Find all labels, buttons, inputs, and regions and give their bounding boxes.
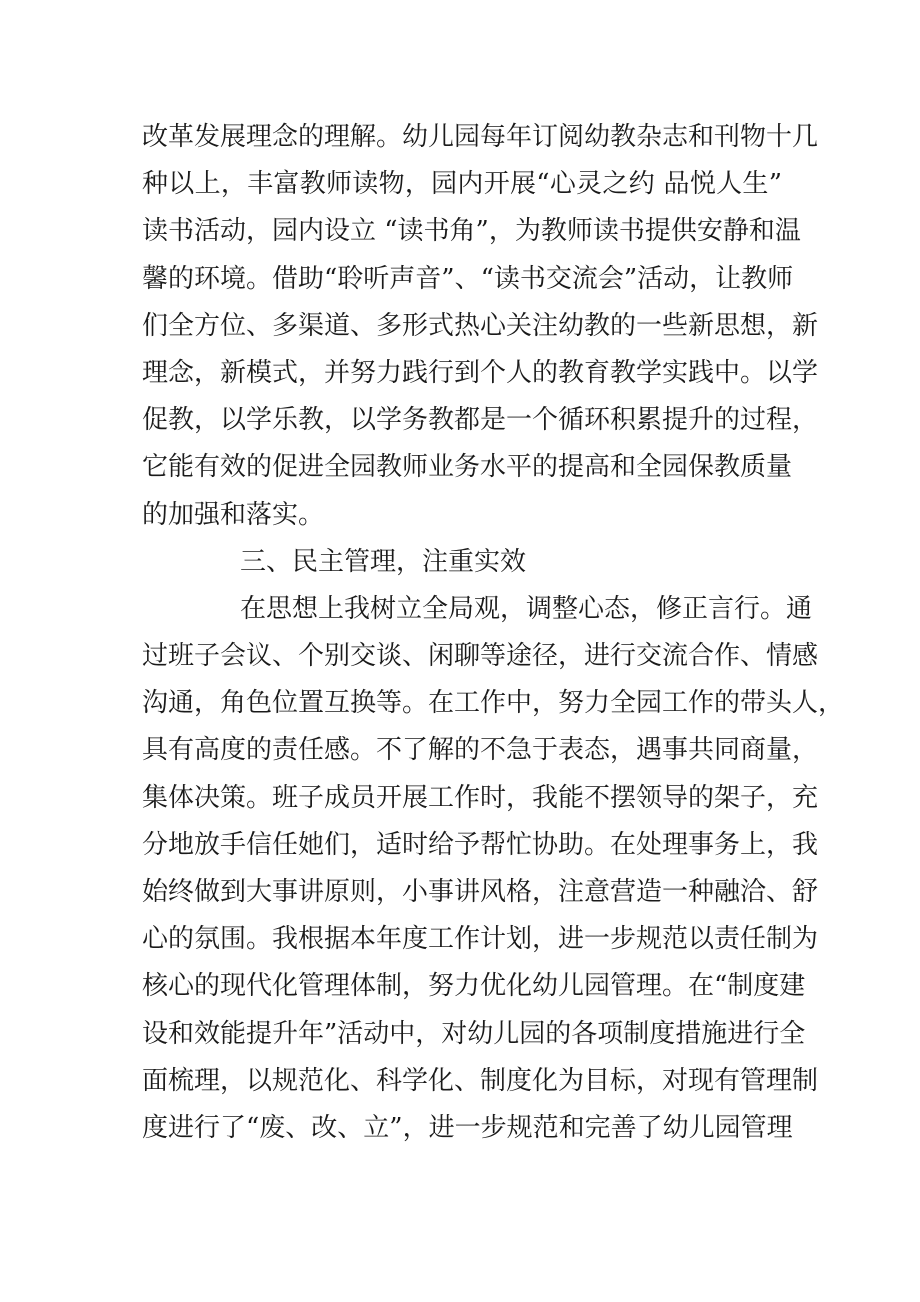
text-line: 设和效能提升年”活动中，对幼儿园的各项制度措施进行全 [142, 1018, 806, 1049]
document-body [142, 114, 845, 1152]
text-line: 核心的现代化管理体制，努力优化幼儿园管理。在“制度建 [142, 971, 806, 1002]
text-line: 具有高度的责任感。不了解的不急于表态，遇事共同商量， [142, 735, 819, 766]
text-line: 集体决策。班子成员开展工作时，我能不摆领导的架子，充 [142, 782, 819, 813]
text-line: 们全方位、多渠道、多形式热心关注幼教的一些新思想，新 [142, 310, 819, 341]
text-line: 始终做到大事讲原则，小事讲风格，注意营造一种融洽、舒 [142, 877, 819, 907]
section-heading: 三、民主管理，注重实效 [240, 546, 527, 577]
text-line: 度进行了“废、改、立”，进一步规范和完善了幼儿园管理 [142, 1112, 793, 1143]
text-line: 馨的环境。借助“聆听声音”、“读书交流会”活动，让教师 [142, 263, 794, 294]
text-line: 过班子会议、个别交谈、闲聊等途径，进行交流合作、情感 [142, 641, 819, 672]
text-line: 的加强和落实。 [142, 499, 325, 530]
text-line: 它能有效的促进全园教师业务水平的提高和全园保教质量 [142, 452, 793, 483]
paragraph-reading-activities [142, 114, 819, 539]
text-line: 种以上，丰富教师读物，园内开展“心灵之约 品悦人生” [142, 169, 782, 200]
text-line: 读书活动，园内设立 “读书角”，为教师读书提供安静和温 [142, 216, 801, 247]
text-line: 在思想上我树立全局观，调整心态，修正言行。通 [240, 593, 813, 624]
text-line: 分地放手信任她们，适时给予帮忙协助。在处理事务上，我 [142, 829, 819, 860]
text-line: 面梳理，以规范化、科学化、制度化为目标，对现有管理制 [142, 1065, 819, 1096]
text-line: 促教，以学乐教，以学务教都是一个循环积累提升的过程， [142, 405, 819, 436]
paragraph-democratic-management [142, 586, 845, 1152]
text-line: 沟通，角色位置互换等。在工作中，努力全园工作的带头人， [142, 688, 845, 719]
text-line: 心的氛围。我根据本年度工作计划，进一步规范以责任制为 [142, 924, 819, 955]
text-line: 理念，新模式，并努力践行到个人的教育教学实践中。以学 [142, 357, 819, 388]
text-line: 改革发展理念的理解。幼儿园每年订阅幼教杂志和刊物十几 [142, 122, 819, 152]
